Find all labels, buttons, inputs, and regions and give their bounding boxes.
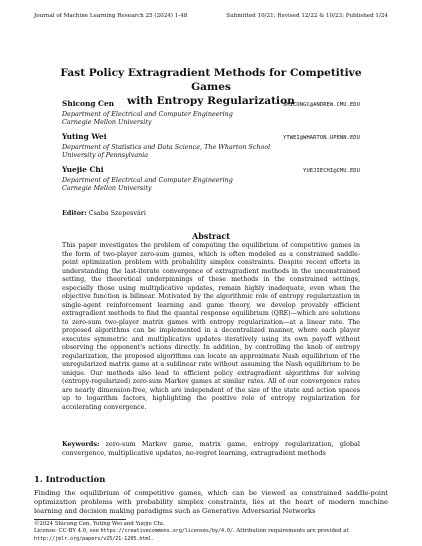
- author-department: Department of Statistics and Data Science, The Wharton School: [62, 142, 271, 151]
- author-institution: University of Pennsylvania: [62, 151, 149, 160]
- author-block-2: [62, 133, 360, 160]
- author-block-1: [62, 100, 360, 127]
- author-department: Department of Electrical and Computer Engineering: [62, 109, 233, 118]
- title-line-1: Fast Policy Extragradient Methods for Competitive Games: [60, 67, 362, 93]
- section-heading-introduction: 1. Introduction: [34, 474, 106, 484]
- keywords-label: Keywords:: [62, 440, 100, 448]
- submission-dates: Submitted 10/21; Revised 12/22 & 10/23; Published 1/24: [226, 13, 388, 19]
- attribution-end: .: [151, 535, 154, 542]
- author-department: Department of Electrical and Computer Engineering: [62, 175, 233, 184]
- license-link[interactable]: https://creativecommons.org/licenses/by/4.0/: [100, 528, 233, 535]
- author-email[interactable]: YTWEI@WHARTON.UPENN.EDU: [283, 135, 360, 141]
- journal-citation: Journal of Machine Learning Research 25 (2024) 1-48: [34, 13, 188, 19]
- abstract-body: This paper investigates the problem of computing the equilibrium of competitive games in the form of two-player zero-sum games, which is often modeled as a constrained saddle-point optimization problem with probability simplex constraints. Despite recent efforts in understanding the last-iterate convergence of extragradient methods in the unconstrained setting, the theoretical underpinnings of these methods in the constrained settings, especially those using multiplicative updates, remain highly inadequate, even when the objective function is bilinear. Motivated by the algorithmic role of entropy regularization in single-agent reinforcement learning and game theory, we develop provably efficient extragradient methods to find the quantal response equilibrium (QRE)—which are solutions to zero-sum two-player matrix games with entropy regularization—at a linear rate. The proposed algorithms can be implemented in a decentralized manner, where each player executes symmetric and multiplicative updates iteratively using its own payoff without observing the opponent's actions directly. In addition, by controlling the knob of entropy regularization, the proposed algorithms can locate an approximate Nash equilibrium of the unregularized matrix game at a sublinear rate without assuming the Nash equilibrium to be unique. Our methods also lead to efficient policy extragradient algorithms for solving (entropy-regularized) zero-sum Markov games at similar rates. All of our convergence rates are nearly dimension-free, which are independent of the size of the state and action spaces up to logarithm factors, highlighting the positive role of entropy regularization for accelerating convergence.: [62, 242, 360, 411]
- author-name: Shicong Cen: [62, 99, 115, 108]
- author-institution: Carnegie Mellon University: [62, 184, 152, 193]
- author-name: Yuejie Chi: [62, 165, 104, 174]
- footnote-rule: [34, 519, 126, 520]
- copyright-line: ©2024 Shicong Cen, Yuting Wei and Yuejie Chi.: [34, 521, 165, 527]
- keywords-list: zero-sum Markov game, matrix game, entropy regularization, global convergence, multiplicative updates, no-regret learning, extragradient methods: [62, 440, 360, 457]
- introduction-paragraph: Finding the equilibrium of competitive games, which can be viewed as constrained saddle-point optimization problems with probability simplex constraints, lies at the heart of modern machine learning and decision making paradigms such as Generative Adversarial Networks: [34, 489, 388, 515]
- title-line-2: with Entropy Regularization: [127, 95, 295, 107]
- attribution-link[interactable]: http://jmlr.org/papers/v25/21-1205.html: [34, 535, 152, 542]
- keywords-block: [62, 440, 360, 457]
- editor-label: Editor:: [62, 209, 87, 217]
- license-prefix: License: CC-BY 4.0, see: [34, 528, 99, 535]
- author-block-3: [62, 166, 360, 193]
- editor-line: [62, 209, 146, 217]
- running-head: [34, 13, 388, 20]
- abstract-heading: Abstract: [192, 231, 230, 241]
- author-institution: Carnegie Mellon University: [62, 118, 152, 127]
- license-suffix: . Attribution requirements are provided at: [233, 528, 349, 535]
- editor-name: Csaba Szepesvári: [88, 209, 146, 217]
- footer: [34, 521, 388, 543]
- author-name: Yuting Wei: [62, 132, 107, 141]
- license-line: [34, 528, 388, 535]
- author-email[interactable]: YUEJIECHI@CMU.EDU: [303, 168, 360, 174]
- attribution-line: [34, 536, 388, 543]
- author-email[interactable]: SHICONGC@ANDREW.CMU.EDU: [283, 102, 360, 108]
